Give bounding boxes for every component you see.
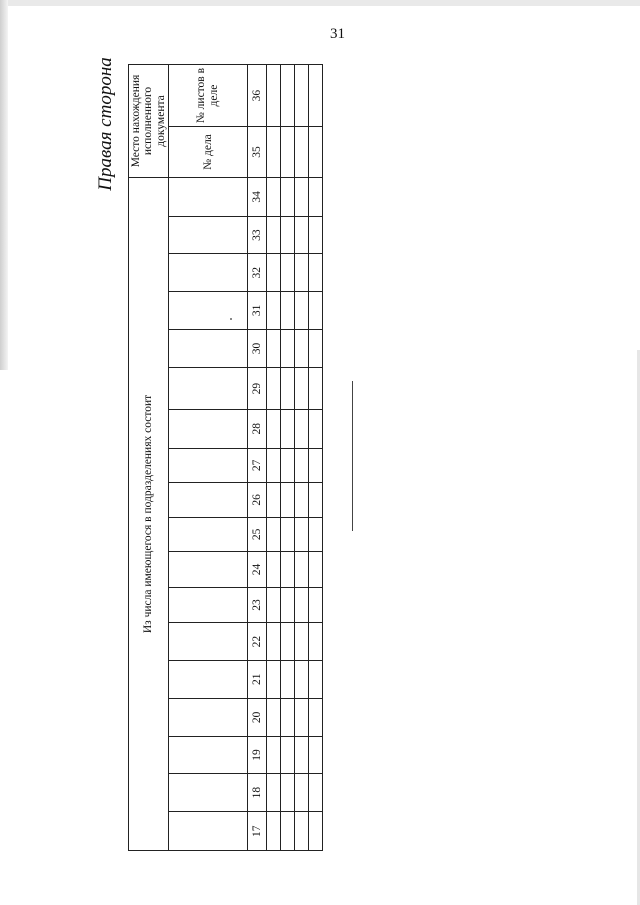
blank-row bbox=[309, 65, 323, 851]
blank-cell bbox=[295, 292, 309, 330]
blank-cell bbox=[309, 587, 323, 623]
column-number: 25 bbox=[248, 517, 267, 552]
subheader-cell bbox=[169, 329, 248, 368]
blank-cell bbox=[267, 254, 281, 292]
column-number: 29 bbox=[248, 368, 267, 410]
blank-cell bbox=[309, 368, 323, 410]
column-number: 34 bbox=[248, 177, 267, 216]
blank-cell bbox=[309, 517, 323, 552]
blank-cell bbox=[281, 698, 295, 737]
location-header: Место нахождения исполненного документа bbox=[129, 65, 169, 178]
blank-cell bbox=[295, 698, 309, 737]
page-number: 31 bbox=[330, 26, 345, 42]
form-table-container bbox=[128, 64, 318, 851]
subheader-cell bbox=[169, 216, 248, 254]
subheader-cell bbox=[169, 660, 248, 698]
blank-cell bbox=[295, 216, 309, 254]
blank-cell bbox=[281, 773, 295, 812]
column-number: 18 bbox=[248, 773, 267, 812]
blank-cell bbox=[267, 698, 281, 737]
header-row bbox=[129, 65, 169, 851]
divider-line bbox=[352, 381, 353, 531]
subheader-sheets-in-case: № листов в деле bbox=[169, 65, 248, 127]
blank-cell bbox=[309, 65, 323, 127]
subheader-row bbox=[169, 65, 248, 851]
subheader-cell bbox=[169, 409, 248, 448]
subheader-cell bbox=[169, 737, 248, 774]
blank-cell bbox=[295, 65, 309, 127]
subheader-cell bbox=[169, 368, 248, 410]
blank-cell bbox=[309, 660, 323, 698]
form-table bbox=[128, 64, 323, 851]
blank-cell bbox=[267, 737, 281, 774]
blank-cell bbox=[295, 587, 309, 623]
subheader-case-number: № дела bbox=[169, 127, 248, 178]
blank-cell bbox=[295, 552, 309, 588]
blank-cell bbox=[295, 660, 309, 698]
blank-cell bbox=[281, 587, 295, 623]
subheader-cell bbox=[169, 448, 248, 483]
blank-cell bbox=[309, 292, 323, 330]
scan-edge-top bbox=[0, 0, 640, 6]
blank-cell bbox=[309, 623, 323, 661]
column-number: 32 bbox=[248, 254, 267, 292]
blank-cell bbox=[281, 448, 295, 483]
form-table-rotated bbox=[128, 64, 318, 851]
column-number: 36 bbox=[248, 65, 267, 127]
blank-cell bbox=[309, 812, 323, 851]
blank-cell bbox=[281, 812, 295, 851]
blank-cell bbox=[267, 216, 281, 254]
blank-cell bbox=[267, 177, 281, 216]
blank-cell bbox=[295, 812, 309, 851]
column-number: 19 bbox=[248, 737, 267, 774]
subheader-cell bbox=[169, 773, 248, 812]
subheader-cell bbox=[169, 812, 248, 851]
subheader-cell bbox=[169, 177, 248, 216]
blank-cell bbox=[309, 737, 323, 774]
blank-cell bbox=[295, 483, 309, 518]
column-number: 28 bbox=[248, 409, 267, 448]
scan-edge-left bbox=[0, 0, 8, 370]
blank-cell bbox=[295, 409, 309, 448]
blank-cell bbox=[281, 737, 295, 774]
column-number: 35 bbox=[248, 127, 267, 178]
blank-cell bbox=[267, 65, 281, 127]
blank-cell bbox=[267, 623, 281, 661]
blank-row bbox=[281, 65, 295, 851]
blank-cell bbox=[267, 368, 281, 410]
blank-cell bbox=[267, 127, 281, 178]
blank-cell bbox=[309, 448, 323, 483]
subheader-cell bbox=[169, 552, 248, 588]
blank-cell bbox=[281, 623, 295, 661]
blank-cell bbox=[309, 127, 323, 178]
blank-cell bbox=[295, 254, 309, 292]
subheader-cell bbox=[169, 292, 248, 330]
subheader-cell bbox=[169, 483, 248, 518]
blank-cell bbox=[295, 329, 309, 368]
group-header: Из числа имеющегося в подразделениях состоит bbox=[129, 177, 169, 850]
subheader-cell bbox=[169, 587, 248, 623]
subheader-cell bbox=[169, 254, 248, 292]
subheader-cell bbox=[169, 517, 248, 552]
blank-cell bbox=[281, 517, 295, 552]
blank-cell bbox=[295, 127, 309, 178]
blank-cell bbox=[281, 177, 295, 216]
blank-cell bbox=[267, 552, 281, 588]
blank-cell bbox=[281, 127, 295, 178]
blank-cell bbox=[281, 552, 295, 588]
blank-cell bbox=[295, 368, 309, 410]
blank-cell bbox=[295, 623, 309, 661]
blank-cell bbox=[267, 448, 281, 483]
column-number: 20 bbox=[248, 698, 267, 737]
column-number: 24 bbox=[248, 552, 267, 588]
blank-cell bbox=[309, 483, 323, 518]
blank-cell bbox=[309, 409, 323, 448]
column-number: 33 bbox=[248, 216, 267, 254]
blank-cell bbox=[295, 448, 309, 483]
blank-cell bbox=[281, 409, 295, 448]
column-number: 30 bbox=[248, 329, 267, 368]
blank-cell bbox=[267, 660, 281, 698]
subheader-cell bbox=[169, 698, 248, 737]
blank-cell bbox=[281, 483, 295, 518]
column-number: 27 bbox=[248, 448, 267, 483]
column-number: 17 bbox=[248, 812, 267, 851]
subheader-cell bbox=[169, 623, 248, 661]
blank-cell bbox=[281, 368, 295, 410]
blank-cell bbox=[281, 65, 295, 127]
blank-cell bbox=[295, 773, 309, 812]
blank-cell bbox=[295, 517, 309, 552]
blank-cell bbox=[267, 812, 281, 851]
blank-cell bbox=[267, 329, 281, 368]
blank-cell bbox=[309, 177, 323, 216]
blank-cell bbox=[281, 292, 295, 330]
blank-cell bbox=[281, 660, 295, 698]
blank-cell bbox=[309, 254, 323, 292]
blank-row bbox=[267, 65, 281, 851]
blank-cell bbox=[309, 216, 323, 254]
blank-cell bbox=[309, 698, 323, 737]
blank-cell bbox=[281, 254, 295, 292]
column-number: 23 bbox=[248, 587, 267, 623]
blank-cell bbox=[267, 409, 281, 448]
blank-cell bbox=[309, 552, 323, 588]
blank-row bbox=[295, 65, 309, 851]
blank-cell bbox=[267, 587, 281, 623]
column-number: 21 bbox=[248, 660, 267, 698]
blank-cell bbox=[309, 773, 323, 812]
blank-cell bbox=[295, 177, 309, 216]
column-number-row bbox=[248, 65, 267, 851]
column-number: 31 bbox=[248, 292, 267, 330]
column-number: 26 bbox=[248, 483, 267, 518]
blank-cell bbox=[309, 329, 323, 368]
blank-cell bbox=[281, 216, 295, 254]
column-number: 22 bbox=[248, 623, 267, 661]
blank-cell bbox=[267, 773, 281, 812]
blank-cell bbox=[295, 737, 309, 774]
side-title-text: Правая сторона bbox=[95, 57, 116, 191]
blank-cell bbox=[267, 292, 281, 330]
blank-cell bbox=[267, 517, 281, 552]
blank-cell bbox=[267, 483, 281, 518]
blank-cell bbox=[281, 329, 295, 368]
